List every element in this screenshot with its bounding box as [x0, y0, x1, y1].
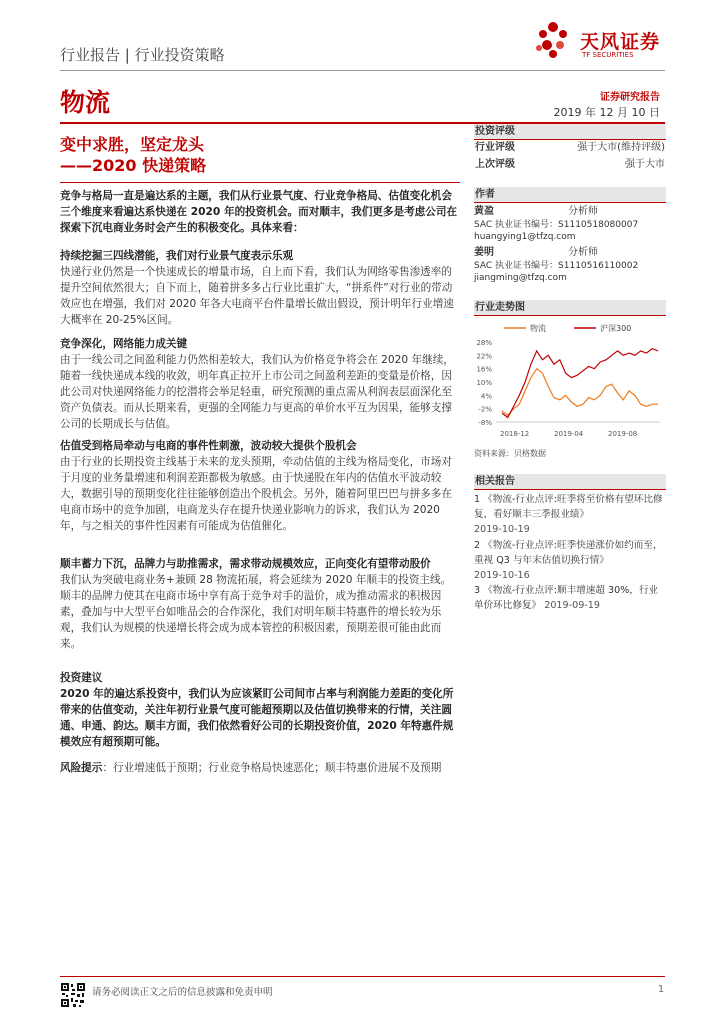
trend-heading: 行业走势图	[474, 300, 666, 315]
page-number: 1	[657, 984, 664, 995]
qr-code-icon	[60, 982, 86, 1008]
x-tick-label: 2019-08	[608, 430, 638, 438]
risk-body: ：行业增速低于预期；行业竞争格局快速恶化；顺丰特惠价进展不及预期	[102, 762, 442, 774]
series-line-logistics	[502, 369, 658, 416]
x-tick-label: 2018-12	[500, 430, 530, 438]
main-divider	[60, 182, 460, 183]
y-tick-label: 28%	[476, 339, 492, 347]
y-tick-label: 10%	[476, 379, 492, 387]
author-2: 姜明 分析师 SAC 执业证书编号：S1110516110002 jiangming@tfzq.com	[474, 247, 665, 285]
brand-name: 天风证券	[580, 31, 661, 53]
section-body: 快递行业仍然是一个快速成长的增量市场，自上而下看，我们认为网络零售渗透率的提升空间依然很大；自下而上，随着拼多多占行业比重扩大，“拼系件”对行业的带动效应也在增强，我们对 2020 年各大电商平台件量增长做出假设，预计明年行业增速大概率在 20-25%区间。	[60, 266, 454, 326]
report-category: 行业报告 | 行业投资策略	[60, 46, 225, 64]
chart-source: 资料来源：贝格数据	[474, 449, 546, 458]
prev-rating-row: 上次评级 强于大市	[475, 159, 665, 170]
industry-rating-row: 行业评级 强于大市(维持评级)	[475, 142, 665, 153]
report-subtitle: ——2020 快递策略	[60, 156, 207, 175]
section-valuation	[60, 438, 461, 534]
author-heading: 作者	[474, 187, 666, 202]
y-tick-label: -8%	[478, 419, 492, 427]
related-report[interactable]: 2 《物流-行业点评:旺季快递涨价如约而至，重视 Q3 与年末估值切换行情》 2019-10-16	[474, 539, 663, 582]
section-competition	[60, 336, 461, 432]
rating-heading: 投资评级	[474, 124, 666, 139]
section-body: 2020 年的遍达系投资中，我们认为应该紧盯公司间市占率与利润能力差距的变化所带来的估值变动，关注年初行业景气度可能超预期以及估值切换带来的行情，关注圆通、申通、韵达。顺丰方面，我们依然看好公司的长期投资价值，2020 年特惠件规模效应有超预期可能。	[60, 688, 454, 748]
section-sf	[60, 556, 461, 652]
industry-trend-chart	[474, 318, 665, 444]
section-body: 我们认为突破电商业务+兼顾 28 物流拓展，将会延续为 2020 年顺丰的投资主线。顺丰的品牌力使其在电商市场中享有高于竞争对手的溢价，成为推动需求的积极因素，叠加与中大型平台如唯品会的合作深化，我们对明年顺丰特惠件的增长较为乐观，我们认为规模的快递增长将会成为成本管控的积极因素，预期差很可能由此而来。	[60, 574, 452, 650]
section-heading: 竞争深化，网络能力成关键	[60, 338, 188, 350]
section-body: 由于行业的长期投资主线基于未来的龙头预期，牵动估值的主线为格局变化，市场对于月度的业务量增速和利润差距都极为敏感。由于快递股在年内的估值水平波动较大，数据引导的预期变化往往能够创造出个股机会。另外，随着阿里巴巴与拼多多在电商市场中的竞争加剧，电商龙头存在提升快递业影响力的诉求，我们认为 2020 年，与之相关的事件性因素有可能成为估值催化。	[60, 456, 452, 532]
x-tick-label: 2019-04	[554, 430, 584, 438]
author-2-email[interactable]: jiangming@tfzq.com	[474, 273, 567, 283]
legend-label: 物流	[530, 324, 546, 333]
footer-divider	[60, 976, 665, 977]
y-tick-label: 22%	[476, 352, 492, 361]
related-report[interactable]: 3 《物流-行业点评:顺丰增速超 30%，行业单价环比修复》 2019-09-19	[474, 585, 659, 612]
intro-paragraph: 竞争与格局一直是遍达系的主题，我们从行业景气度、行业竞争格局、估值变化机会三个维度来看遍达系快递在 2020 年的投资机会。而对顺丰，我们更多是考虑公司在探索下沉电商业务时会产生的积极变化。具体来看：	[60, 190, 458, 234]
y-tick-label: 4%	[480, 392, 492, 401]
author-1-email[interactable]: huangying1@tfzq.com	[474, 232, 576, 242]
section-heading: 顺丰蓄力下沉，品牌力与助推需求，需求带动规模效应，正向变化有望带动股价	[60, 558, 431, 570]
section-outlook	[60, 248, 461, 328]
section-heading: 估值受到格局牵动与电商的事件性刺激，波动较大提供个股机会	[60, 440, 357, 452]
series-line-csi300	[502, 349, 658, 418]
industry-title: 物流	[60, 88, 111, 117]
related-heading: 相关报告	[474, 474, 666, 489]
related-report[interactable]: 1 《物流-行业点评:旺季将至价格有望环比修复，看好顺丰三季报业绩》 2019-10-19	[474, 494, 663, 536]
y-tick-label: 16%	[476, 365, 492, 374]
section-body: 由于一线公司之间盈利能力仍然相差较大，我们认为价格竞争将会在 2020 年继续，随着一线快递成本线的收敛，明年真正拉开上市公司之间盈利差距的变量是价格，因此公司对快递网络能力的挖潜将会举足轻重，研究预测的重点需从利润表层面深化至资产负债表。而从长期来看，更强的全网能力与更高的单价水平互为因果，能够支撑公司的长期成长与估值。	[60, 354, 454, 430]
report-title: 变中求胜，坚定龙头	[60, 135, 205, 154]
related-reports-list	[474, 492, 665, 614]
risk-warning	[60, 760, 461, 776]
footer-disclaimer: 请务必阅读正文之后的信息披露和免责申明	[92, 987, 273, 998]
report-type: 证券研究报告	[600, 92, 660, 103]
section-heading: 投资建议	[60, 672, 103, 684]
brand-name-en: TF SECURITIES	[582, 51, 634, 59]
risk-label: 风险提示	[60, 762, 103, 774]
chart-legend	[504, 323, 631, 333]
section-recommendation	[60, 670, 461, 750]
author-1: 黄盈 分析师 SAC 执业证书编号：S1110518080007 huangying1@tfzq.com	[474, 206, 665, 244]
y-tick-label: -2%	[478, 405, 492, 414]
report-date: 2019 年 12 月 10 日	[553, 106, 660, 119]
header-divider	[60, 70, 665, 71]
section-heading: 持续挖掘三四线潜能，我们对行业景气度表示乐观	[60, 250, 294, 262]
legend-label: 沪深300	[600, 324, 632, 333]
brand-logo-icon	[533, 20, 573, 60]
